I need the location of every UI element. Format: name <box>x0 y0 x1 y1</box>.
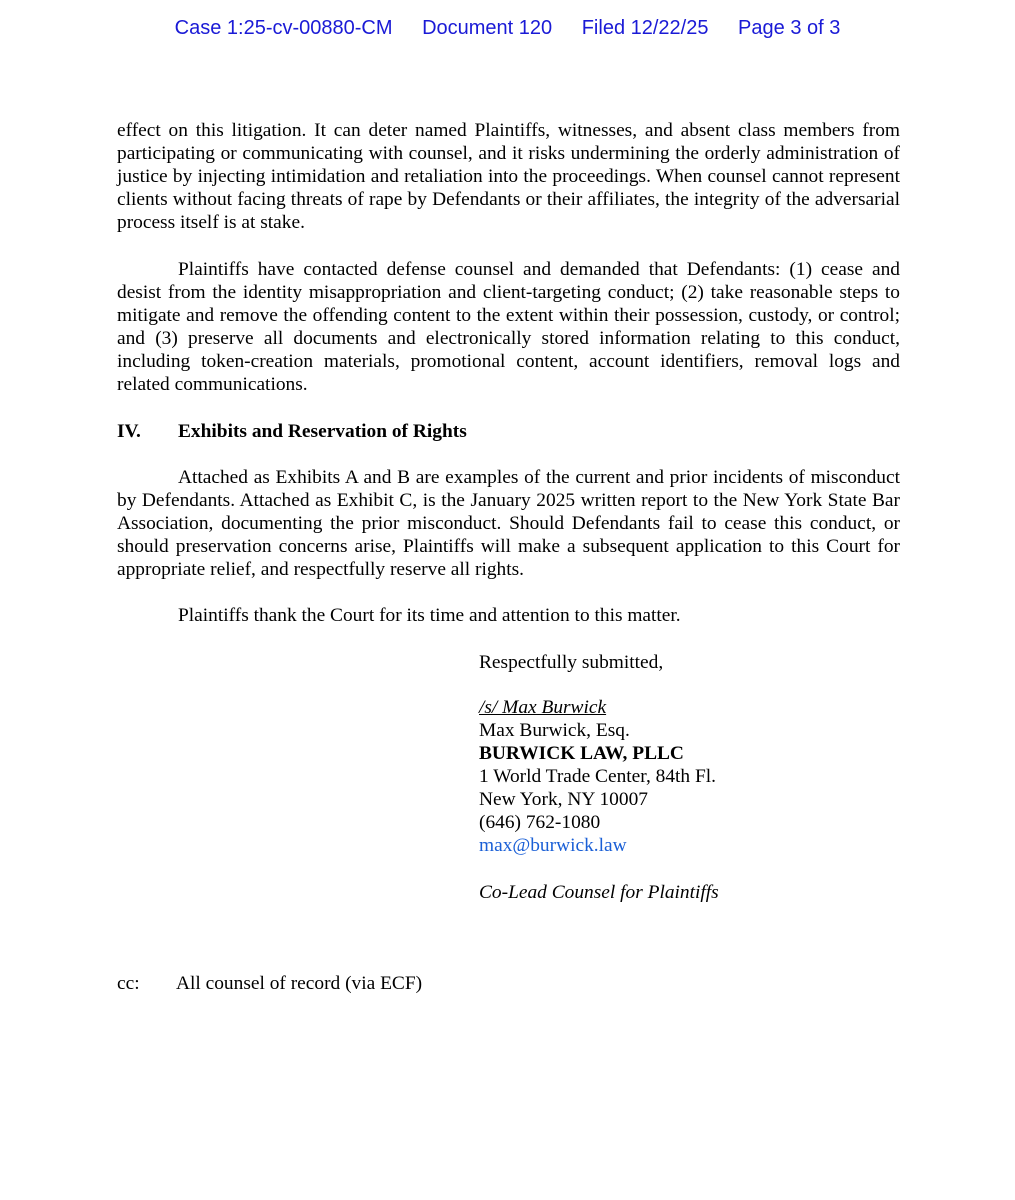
paragraph-demands: Plaintiffs have contacted defense counsel and demanded that Defendants: (1) cease and desist from the identity misappropriation and client-targeting conduct; (2) take reasonable steps to mitigate and remove the offending content to the extent within their possession, custody, or control; and (3) preserve all documents and electronically stored information relating to this conduct, including token-creation materials, promotional content, account identifiers, removal logs and related communications. <box>117 259 900 395</box>
address-line-1: 1 World Trade Center, 84th Fl. <box>479 766 716 787</box>
section-title: Exhibits and Reservation of Rights <box>178 421 467 442</box>
cc-recipients: All counsel of record (via ECF) <box>176 973 423 994</box>
signer-name: Max Burwick, Esq. <box>479 720 630 741</box>
cc-label: cc: <box>117 973 140 994</box>
paragraph-thanks: Plaintiffs thank the Court for its time and attention to this matter. <box>178 605 681 626</box>
phone-number: (646) 762-1080 <box>479 812 601 833</box>
paragraph-exhibits: Attached as Exhibits A and B are examples of the current and prior incidents of misconduct by Defendants. Attached as Exhibit C, is the January 2025 written report to the New York State Bar Association, documenting the prior misconduct. Should Defendants fail to cease this conduct, or should preservation concerns arise, Plaintiffs will make a subsequent application to this Court for appropriate relief, and respectfully reserve all rights. <box>117 467 900 580</box>
signature-block <box>479 696 716 857</box>
section-number: IV. <box>117 421 141 442</box>
cc-line <box>117 972 422 995</box>
electronic-signature: /s/ Max Burwick <box>479 697 607 718</box>
filed-date: Filed 12/22/25 <box>581 17 709 39</box>
firm-name: BURWICK LAW, PLLC <box>479 743 684 764</box>
ecf-header <box>0 17 1015 40</box>
document-number: Document 120 <box>422 17 553 39</box>
section-heading <box>117 420 467 443</box>
counsel-role: Co-Lead Counsel for Plaintiffs <box>479 882 719 903</box>
closing-line: Respectfully submitted, <box>479 652 664 673</box>
email-link[interactable]: max@burwick.law <box>479 835 627 856</box>
paragraph-continuation: effect on this litigation. It can deter named Plaintiffs, witnesses, and absent class members from participating or communicating with counsel, and it risks undermining the orderly administration of justice by injecting intimidation and retaliation into the proceedings. When counsel cannot represent clients without facing threats of rape by Defendants or their affiliates, the integrity of the adversarial process itself is at stake. <box>117 120 900 233</box>
address-line-2: New York, NY 10007 <box>479 789 648 810</box>
page-indicator: Page 3 of 3 <box>738 17 841 39</box>
case-number: Case 1:25-cv-00880-CM <box>174 17 393 39</box>
